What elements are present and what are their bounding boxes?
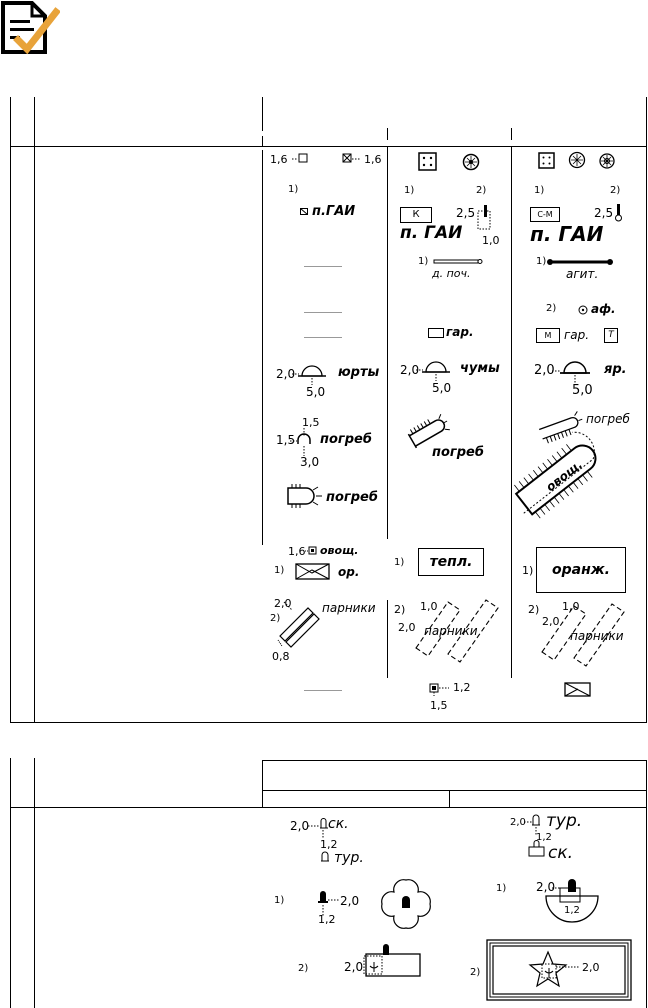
tour-icon: [320, 851, 330, 863]
crossed-square-icon: [342, 152, 364, 166]
chum-label: чумы: [460, 361, 500, 376]
cellar-icon: [290, 428, 320, 458]
cellar-icon: [536, 412, 586, 444]
footnote: 2): [298, 963, 309, 974]
post-label: д. поч.: [432, 267, 471, 280]
dim: 2,0: [274, 597, 292, 610]
crossed-square-icon: [305, 546, 321, 556]
pin-icon: [476, 203, 492, 235]
greenhouse-label: ор.: [338, 565, 360, 579]
crossed-square-icon: [429, 682, 453, 696]
dim: 2,0: [534, 363, 555, 378]
footnote: 1): [288, 184, 299, 195]
dim: 5,0: [572, 383, 593, 398]
rock-label: ск.: [548, 843, 574, 863]
tour-label: тур.: [546, 811, 583, 831]
envelope-box-icon: [564, 682, 592, 698]
grid-square-icon: [538, 152, 556, 170]
sun-circle-icon: [462, 153, 482, 173]
grid-square-icon: [418, 152, 438, 172]
tour-label: тур.: [334, 850, 364, 866]
vegetable-label: овощ.: [543, 457, 586, 495]
dim: 2,0: [340, 894, 360, 908]
dim: 0,8: [272, 650, 290, 663]
dim: 2,0: [542, 615, 560, 628]
dim: 2,5: [594, 206, 614, 220]
dim: 1,0: [482, 234, 500, 247]
dim: 2,0: [536, 880, 556, 894]
cellar-label: погреб: [586, 412, 630, 426]
grave-star-icon: [486, 938, 632, 1002]
orangery-box: оранж.: [536, 547, 626, 593]
footnote: 1): [404, 185, 415, 196]
cellar-label: погреб: [326, 490, 378, 505]
garage-label: гар.: [446, 325, 474, 339]
footnote: 2): [546, 303, 557, 314]
yurt-icon: [416, 356, 462, 382]
greenhouse-box: тепл.: [418, 548, 484, 576]
boxed-letter: С-М: [530, 207, 560, 222]
footnote: 1): [496, 883, 507, 894]
cellar-icon: [284, 484, 326, 510]
dotted-square-icon: [292, 152, 312, 166]
dim: 1,5: [276, 433, 296, 447]
grave-icon: [360, 942, 422, 978]
dim: 1,0: [420, 600, 438, 613]
pin-icon: [612, 203, 626, 223]
cellar-label: погреб: [432, 445, 484, 460]
dim: 1,6: [288, 545, 306, 558]
footnote: 1): [418, 256, 429, 267]
boxed-letter: М: [536, 328, 560, 343]
dim: 2,0: [344, 960, 364, 974]
dim: 1,0: [562, 600, 580, 613]
hotbed-label: парники: [570, 629, 624, 643]
small-box-icon: [300, 208, 310, 216]
sun-circle-icon: [598, 152, 618, 172]
dim: 2,0: [400, 363, 420, 377]
dim: 1,2: [564, 905, 580, 916]
hotbed-label: парники: [322, 601, 376, 615]
vegetable-label: овощ.: [320, 544, 359, 557]
footnote: 1): [522, 564, 534, 577]
hotbed-label: парники: [424, 624, 478, 638]
envelope-box-icon: [295, 563, 331, 581]
document-check-icon: [0, 0, 60, 58]
dim: 2,0: [398, 621, 416, 634]
gai-label: п. ГАИ: [530, 222, 604, 246]
dim: 2,0: [510, 817, 526, 828]
dim: 2,0: [582, 961, 600, 974]
dim: 2,0: [290, 819, 310, 833]
garage-icon: [428, 328, 444, 338]
rock-icon: [528, 840, 548, 858]
footnote: 2): [270, 613, 281, 624]
road-line-icon: [546, 257, 616, 267]
dot-circle-icon: [578, 304, 590, 316]
dim: 5,0: [306, 385, 326, 399]
dim: 2,0: [276, 367, 296, 381]
garage-label: гар.: [564, 328, 590, 342]
footnote: 1): [534, 185, 545, 196]
footnote: 1): [274, 895, 285, 906]
dim: 1,2: [318, 913, 336, 926]
dim-right: 1,6: [364, 153, 382, 166]
hotbed-icon: [274, 597, 326, 652]
dim: 1,2: [320, 838, 338, 851]
sun-circle-icon: [568, 151, 588, 171]
dim: 1,2: [536, 832, 552, 843]
footnote: 2): [528, 603, 540, 616]
dim: 1,2: [453, 681, 471, 694]
boxed-letter: Т: [604, 328, 618, 343]
dim: 5,0: [432, 381, 452, 395]
yurt-icon: [292, 360, 338, 386]
dim: 1,5: [430, 699, 448, 712]
dim-left: 1,6: [270, 153, 288, 166]
af-label: аф.: [591, 302, 616, 316]
monument-flower-icon: [378, 876, 434, 932]
agit-label: агит.: [566, 267, 599, 281]
yurt-icon: [552, 356, 602, 384]
dim: 3,0: [300, 455, 320, 469]
footnote: 1): [536, 256, 547, 267]
cellar-label: погреб: [320, 432, 372, 447]
boxed-letter: К: [400, 207, 432, 223]
monument-half-icon: [540, 878, 606, 924]
gai-label: п. ГАИ: [400, 223, 463, 243]
road-line-icon: [432, 258, 484, 266]
yar-label: яр.: [604, 362, 627, 377]
footnote: 2): [476, 185, 487, 196]
footnote: 2): [394, 603, 406, 616]
footnote: 2): [470, 967, 481, 978]
footnote: 1): [274, 565, 285, 576]
dim: 1,5: [302, 416, 320, 429]
footnote: 1): [394, 557, 405, 568]
dim: 2,5: [456, 206, 476, 220]
footnote: 2): [610, 185, 621, 196]
gai-label: п.ГАИ: [312, 204, 356, 219]
rock-label: ск.: [328, 816, 349, 832]
yurt-label: юрты: [338, 365, 380, 380]
